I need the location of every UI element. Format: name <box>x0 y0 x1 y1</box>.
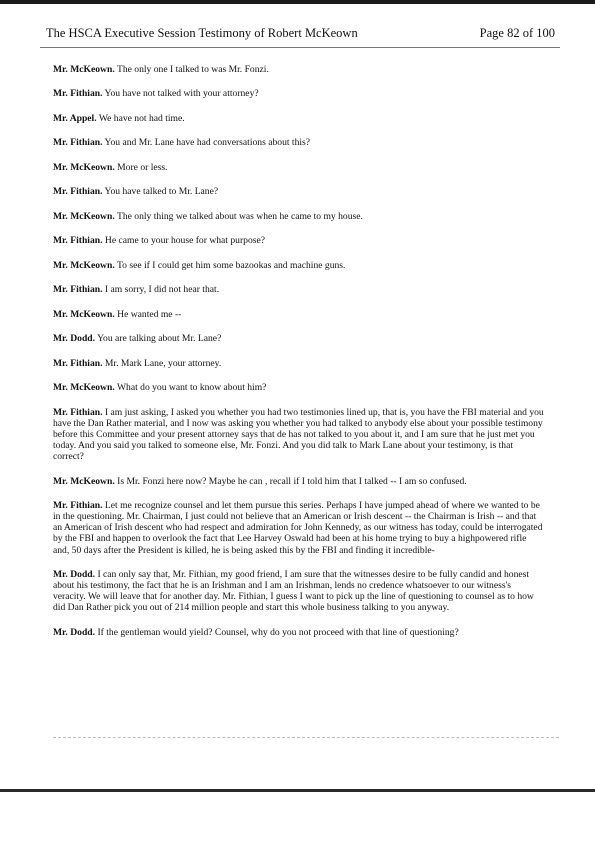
speaker-name: Mr. Appel. <box>53 112 97 124</box>
speaker-name: Mr. Dodd. <box>53 568 96 580</box>
speaker-name: Mr. Fithian. <box>53 500 103 512</box>
speaker-name: Mr. Fithian. <box>53 406 103 418</box>
speech-text: Mr. Mark Lane, your attorney. <box>104 357 222 369</box>
transcript-paragraph <box>53 113 545 124</box>
speaker-name: Mr. Fithian. <box>53 186 103 198</box>
speech-text: We have not had time. <box>98 112 185 124</box>
transcript-paragraph <box>53 500 545 555</box>
speech-text: Let me recognize counsel and let them pursue this series. Perhaps I have jumped ahead of where we wanted to be in the questioning. Mr. Chairman, I just could not believe that an American or Irish descent -- the Chairman is Irish -- and that an American of Irish descent who had respect and admiration for John Kennedy, as our witness has today, could be interrogated by the FBI and happen to overlook the fact that Lee Harvey Oswald had been at his home trying to buy a highpowered rifle and, 50 days after the President is killed, he is being asked this by the FBI and finding it incredible- <box>53 500 543 556</box>
header-divider <box>40 47 560 48</box>
speech-text: He came to your house for what purpose? <box>104 235 266 247</box>
speech-text: I am sorry, I did not hear that. <box>104 284 220 296</box>
document-title: The HSCA Executive Session Testimony of Robert McKeown <box>46 26 358 40</box>
speech-text: To see if I could get him some bazookas and machine guns. <box>116 259 346 271</box>
speaker-name: Mr. Fithian. <box>53 137 103 149</box>
transcript-body <box>53 64 545 651</box>
transcript-paragraph <box>53 358 545 369</box>
transcript-paragraph <box>53 569 545 613</box>
page-header <box>46 26 555 42</box>
transcript-paragraph <box>53 627 545 638</box>
speech-text: He wanted me -- <box>117 308 182 320</box>
transcript-paragraph <box>53 284 545 295</box>
speaker-name: Mr. McKeown. <box>53 210 115 222</box>
speech-text: You and Mr. Lane have had conversations about this? <box>104 137 311 149</box>
top-border <box>0 0 595 4</box>
speaker-name: Mr. Fithian. <box>53 235 103 247</box>
faint-scan-line <box>53 737 559 739</box>
transcript-paragraph <box>53 333 545 344</box>
speaker-name: Mr. McKeown. <box>53 64 115 75</box>
speech-text: The only one I talked to was Mr. Fonzi. <box>116 64 269 75</box>
speaker-name: Mr. Dodd. <box>53 626 96 638</box>
speaker-name: Mr. McKeown. <box>53 161 115 173</box>
speaker-name: Mr. McKeown. <box>53 308 115 320</box>
transcript-paragraph <box>53 235 545 246</box>
transcript-paragraph <box>53 260 545 271</box>
speech-text: You have talked to Mr. Lane? <box>104 186 219 198</box>
transcript-paragraph <box>53 88 545 99</box>
transcript-paragraph <box>53 211 545 222</box>
speaker-name: Mr. McKeown. <box>53 259 115 271</box>
transcript-paragraph <box>53 407 545 462</box>
transcript-paragraph <box>53 476 545 487</box>
speech-text: You are talking about Mr. Lane? <box>97 333 222 345</box>
bottom-border <box>0 789 595 792</box>
speech-text: What do you want to know about him? <box>116 382 267 394</box>
speech-text: I am just asking, I asked you whether you had two testimonies lined up, that is, you have the FBI material and you have the Dan Rather material, and I now was asking you whether you had talked to anybody else about your possible testimony before this Committee and your present attorney says that de has not talked to you about it, and I am sure that he just met you today. And you said you talked to someone else, Mr. Fonzi. And you did talk to Mark Lane about your testimony, is that correct? <box>53 406 544 463</box>
transcript-paragraph <box>53 162 545 173</box>
speaker-name: Mr. Fithian. <box>53 88 103 100</box>
transcript-paragraph <box>53 64 545 75</box>
speech-text: I can only say that, Mr. Fithian, my good friend, I am sure that the witnesses desire to be fully candid and honest about his testimony, the fact that he is an Irishman and I am an Irishman, lends no credence whatsoever to our witness's veracity. We will leave that for another day. Mr. Fithian, I guess I want to pick up the line of questioning to counsel as to how did Dan Rather pick you out of 214 million people and start this whole business talking to you anyway. <box>53 568 534 614</box>
speaker-name: Mr. Fithian. <box>53 284 103 296</box>
speaker-name: Mr. Dodd. <box>53 333 96 345</box>
speech-text: The only thing we talked about was when he came to my house. <box>116 210 363 222</box>
transcript-paragraph <box>53 137 545 148</box>
transcript-paragraph <box>53 186 545 197</box>
speaker-name: Mr. Fithian. <box>53 357 103 369</box>
speech-text: More or less. <box>117 161 168 173</box>
speech-text: You have not talked with your attorney? <box>104 88 259 100</box>
page-number: Page 82 of 100 <box>479 26 555 40</box>
transcript-paragraph <box>53 382 545 393</box>
transcript-paragraph <box>53 309 545 320</box>
speaker-name: Mr. McKeown. <box>53 475 115 487</box>
speech-text: If the gentleman would yield? Counsel, why do you not proceed with that line of questioning? <box>97 626 459 638</box>
speech-text: Is Mr. Fonzi here now? Maybe he can , recall if I told him that I talked -- I am so confused. <box>117 475 467 487</box>
speaker-name: Mr. McKeown. <box>53 382 115 394</box>
